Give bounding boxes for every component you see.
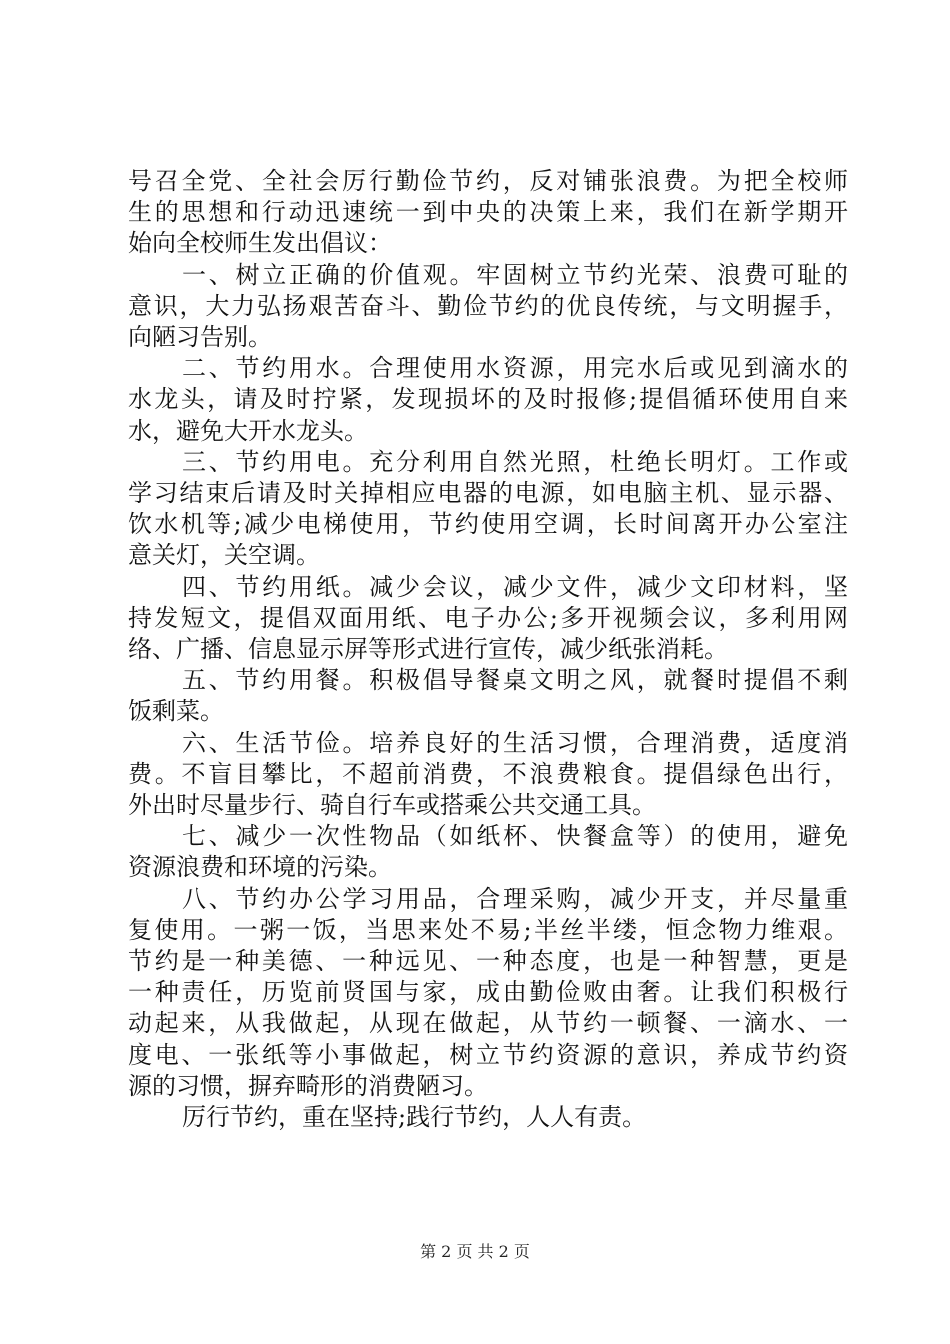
paragraph-line: 八、节约办公学习用品，合理采购，减少开支，并尽量重 [182, 884, 848, 913]
paragraph-line: 学习结束后请及时关掉相应电器的电源，如电脑主机、显示器、 [128, 479, 848, 507]
paragraph-line: 三、节约用电。充分利用自然光照，杜绝长明灯。工作或 [182, 447, 848, 476]
paragraph-line: 始向全校师生发出倡议： [128, 229, 392, 258]
paragraph-line: 水，避免大开水龙头。 [128, 416, 368, 445]
paragraph-line: 六、生活节俭。培养良好的生活习惯，合理消费，适度消 [182, 728, 848, 757]
paragraph-line: 五、节约用餐。积极倡导餐桌文明之风，就餐时提倡不剩 [182, 666, 848, 695]
paragraph-line: 饮水机等;减少电梯使用，节约使用空调，长时间离开办公室注 [128, 510, 848, 539]
paragraph-line: 资源浪费和环境的污染。 [128, 853, 392, 882]
paragraph-line: 动起来，从我做起，从现在做起，从节约一顿餐、一滴水、一 [128, 1009, 848, 1038]
page-number-footer: 第 2 页 共 2 页 [420, 1242, 530, 1261]
paragraph-line: 意识，大力弘扬艰苦奋斗、勤俭节约的优良传统，与文明握手， [128, 291, 848, 320]
paragraph-line: 四、节约用纸。减少会议，减少文件，减少文印材料，坚 [182, 572, 848, 601]
paragraph-line: 厉行节约，重在坚持;践行节约，人人有责。 [182, 1103, 647, 1131]
paragraph-line: 生的思想和行动迅速统一到中央的决策上来，我们在新学期开 [128, 198, 848, 227]
paragraph-line: 意关灯，关空调。 [128, 541, 320, 570]
paragraph-line: 节约是一种美德、一种远见、一种态度，也是一种智慧，更是 [128, 947, 848, 975]
paragraph-line: 七、减少一次性物品（如纸杯、快餐盒等）的使用，避免 [182, 822, 848, 851]
paragraph-line: 一、树立正确的价值观。牢固树立节约光荣、浪费可耻的 [182, 260, 848, 289]
paragraph-line: 二、节约用水。合理使用水资源，用完水后或见到滴水的 [182, 354, 848, 383]
paragraph-line: 复使用。一粥一饭，当思来处不易;半丝半缕，恒念物力维艰。 [128, 915, 848, 944]
paragraph-line: 水龙头，请及时拧紧，发现损坏的及时报修;提倡循环使用自来 [128, 385, 848, 414]
paragraph-line: 源的习惯，摒弃畸形的消费陋习。 [128, 1071, 488, 1100]
paragraph-line: 络、广播、信息显示屏等形式进行宣传，减少纸张消耗。 [128, 635, 728, 663]
paragraph-line: 度电、一张纸等小事做起，树立节约资源的意识，养成节约资 [128, 1040, 848, 1069]
paragraph-line: 一种责任，历览前贤国与家，成由勤俭败由奢。让我们积极行 [128, 978, 848, 1007]
paragraph-line: 号召全党、全社会厉行勤俭节约，反对铺张浪费。为把全校师 [128, 167, 848, 195]
paragraph-line: 饭剩菜。 [128, 697, 224, 726]
paragraph-line: 持发短文，提倡双面用纸、电子办公;多开视频会议，多利用网 [128, 603, 848, 632]
paragraph-line: 费。不盲目攀比，不超前消费，不浪费粮食。提倡绿色出行， [128, 759, 848, 788]
paragraph-line: 向陋习告别。 [128, 323, 272, 351]
paragraph-line: 外出时尽量步行、骑自行车或搭乘公共交通工具。 [128, 791, 656, 819]
